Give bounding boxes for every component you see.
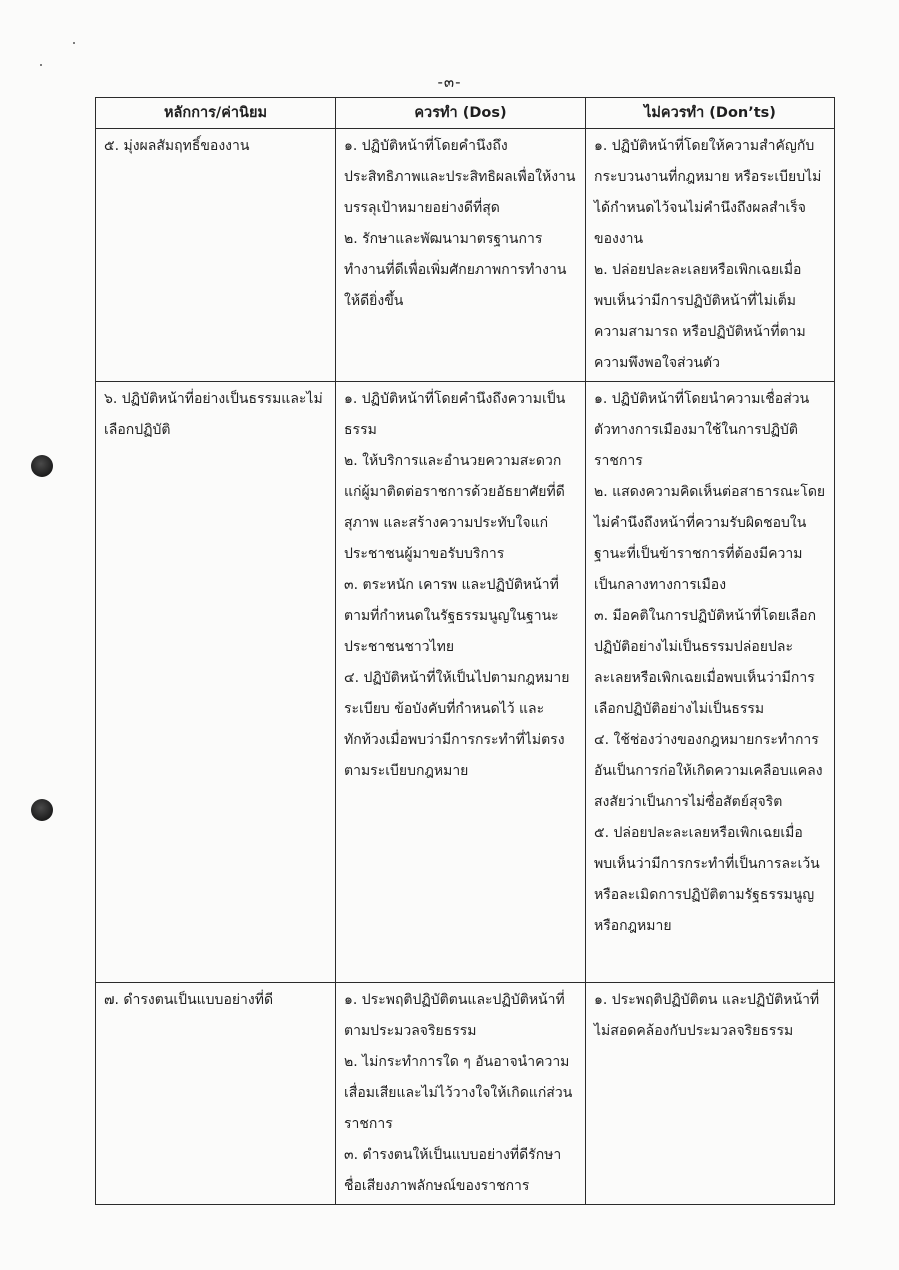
- table-row: [96, 382, 835, 983]
- dos-item: ๒. รักษาและพัฒนามาตรฐานการทำงานที่ดีเพื่อเพิ่มศักยภาพการทำงานให้ดียิ่งขึ้น: [344, 231, 567, 309]
- punch-hole: [31, 799, 53, 821]
- header-dos: ควรทำ (Dos): [336, 98, 586, 129]
- scan-speck: [73, 42, 75, 44]
- header-principle: หลักการ/ค่านิยม: [96, 98, 336, 129]
- donts-item: ๔. ใช้ช่องว่างของกฎหมายกระทำการอันเป็นการก่อให้เกิดความเคลือบแคลงสงสัยว่าเป็นการไม่ซื่อสัตย์สุจริต: [594, 732, 823, 810]
- donts-cell: [586, 983, 835, 1205]
- dos-cell: [336, 382, 586, 983]
- principle-text: ๕. มุ่งผลสัมฤทธิ์ของงาน: [104, 138, 250, 154]
- punch-hole: [31, 455, 53, 477]
- dos-cell: [336, 129, 586, 382]
- header-donts: ไม่ควรทำ (Don’ts): [586, 98, 835, 129]
- donts-item: ๕. ปล่อยปละละเลยหรือเพิกเฉยเมื่อพบเห็นว่ามีการกระทำที่เป็นการละเว้น หรือละเมิดการปฏิบัติตามรัฐธรรมนูญ หรือกฎหมาย: [594, 825, 820, 934]
- donts-cell: [586, 129, 835, 382]
- dos-item: ๒. ไม่กระทำการใด ๆ อันอาจนำความเสื่อมเสียและไม่ไว้วางใจให้เกิดแก่ส่วนราชการ: [344, 1054, 573, 1132]
- page-number: -๓-: [437, 73, 462, 91]
- dos-item: ๓. ดำรงตนให้เป็นแบบอย่างที่ดีรักษาชื่อเสียงภาพลักษณ์ของราชการ: [344, 1147, 562, 1194]
- dos-item: ๒. ให้บริการและอำนวยความสะดวกแก่ผู้มาติดต่อราชการด้วยอัธยาศัยที่ดีสุภาพ และสร้างความประทับใจแก่ประชาชนผู้มาขอรับบริการ: [344, 453, 565, 562]
- dos-item: ๔. ปฏิบัติหน้าที่ให้เป็นไปตามกฎหมาย ระเบียบ ข้อบังคับที่กำหนดไว้ และทักท้วงเมื่อพบว่ามีการกระทำที่ไม่ตรงตามระเบียบกฎหมาย: [344, 670, 570, 779]
- principle-cell: [96, 382, 336, 983]
- principle-text: ๗. ดำรงตนเป็นแบบอย่างที่ดี: [104, 992, 274, 1008]
- dos-item: ๑. ปฏิบัติหน้าที่โดยคำนึงถึงประสิทธิภาพและประสิทธิผลเพื่อให้งานบรรลุเป้าหมายอย่างดีที่สุด: [344, 138, 576, 216]
- donts-item: ๑. ประพฤติปฏิบัติตน และปฏิบัติหน้าที่ไม่สอดคล้องกับประมวลจริยธรรม: [594, 992, 820, 1039]
- dos-cell: [336, 983, 586, 1205]
- scan-speck: [40, 64, 42, 66]
- principle-text: ๖. ปฏิบัติหน้าที่อย่างเป็นธรรมและไม่เลือกปฏิบัติ: [104, 391, 323, 438]
- donts-cell: [586, 382, 835, 983]
- donts-item: ๓. มีอคติในการปฏิบัติหน้าที่โดยเลือกปฏิบัติอย่างไม่เป็นธรรมปล่อยปละละเลยหรือเพิกเฉยเมื่อพบเห็นว่ามีการเลือกปฏิบัติอย่างไม่เป็นธรรม: [594, 608, 817, 717]
- dos-item: ๑. ประพฤติปฏิบัติตนและปฏิบัติหน้าที่ตามประมวลจริยธรรม: [344, 992, 565, 1039]
- principle-cell: [96, 983, 336, 1205]
- donts-item: ๑. ปฏิบัติหน้าที่โดยให้ความสำคัญกับกระบวนงานที่กฎหมาย หรือระเบียบไม่ได้กำหนดไว้จนไม่คำนึงถึงผลสำเร็จของงาน: [594, 138, 822, 247]
- table-header-row: [96, 98, 835, 129]
- principle-cell: [96, 129, 336, 382]
- donts-item: ๒. แสดงความคิดเห็นต่อสาธารณะโดยไม่คำนึงถึงหน้าที่ความรับผิดชอบในฐานะที่เป็นข้าราชการที่ต้องมีความเป็นกลางทางการเมือง: [594, 484, 826, 593]
- dos-item: ๓. ตระหนัก เคารพ และปฏิบัติหน้าที่ตามที่กำหนดในรัฐธรรมนูญในฐานะประชาชนชาวไทย: [344, 577, 559, 655]
- donts-item: ๑. ปฏิบัติหน้าที่โดยนำความเชื่อส่วนตัวทางการเมืองมาใช้ในการปฏิบัติราชการ: [594, 391, 810, 469]
- ethics-table: [95, 97, 835, 1205]
- dos-item: ๑. ปฏิบัติหน้าที่โดยคำนึงถึงความเป็นธรรม: [344, 391, 566, 438]
- table-row: [96, 983, 835, 1205]
- table-row: [96, 129, 835, 382]
- donts-item: ๒. ปล่อยปละละเลยหรือเพิกเฉยเมื่อพบเห็นว่ามีการปฏิบัติหน้าที่ไม่เต็มความสามารถ หรือปฏิบัติหน้าที่ตามความพึงพอใจส่วนตัว: [594, 262, 806, 371]
